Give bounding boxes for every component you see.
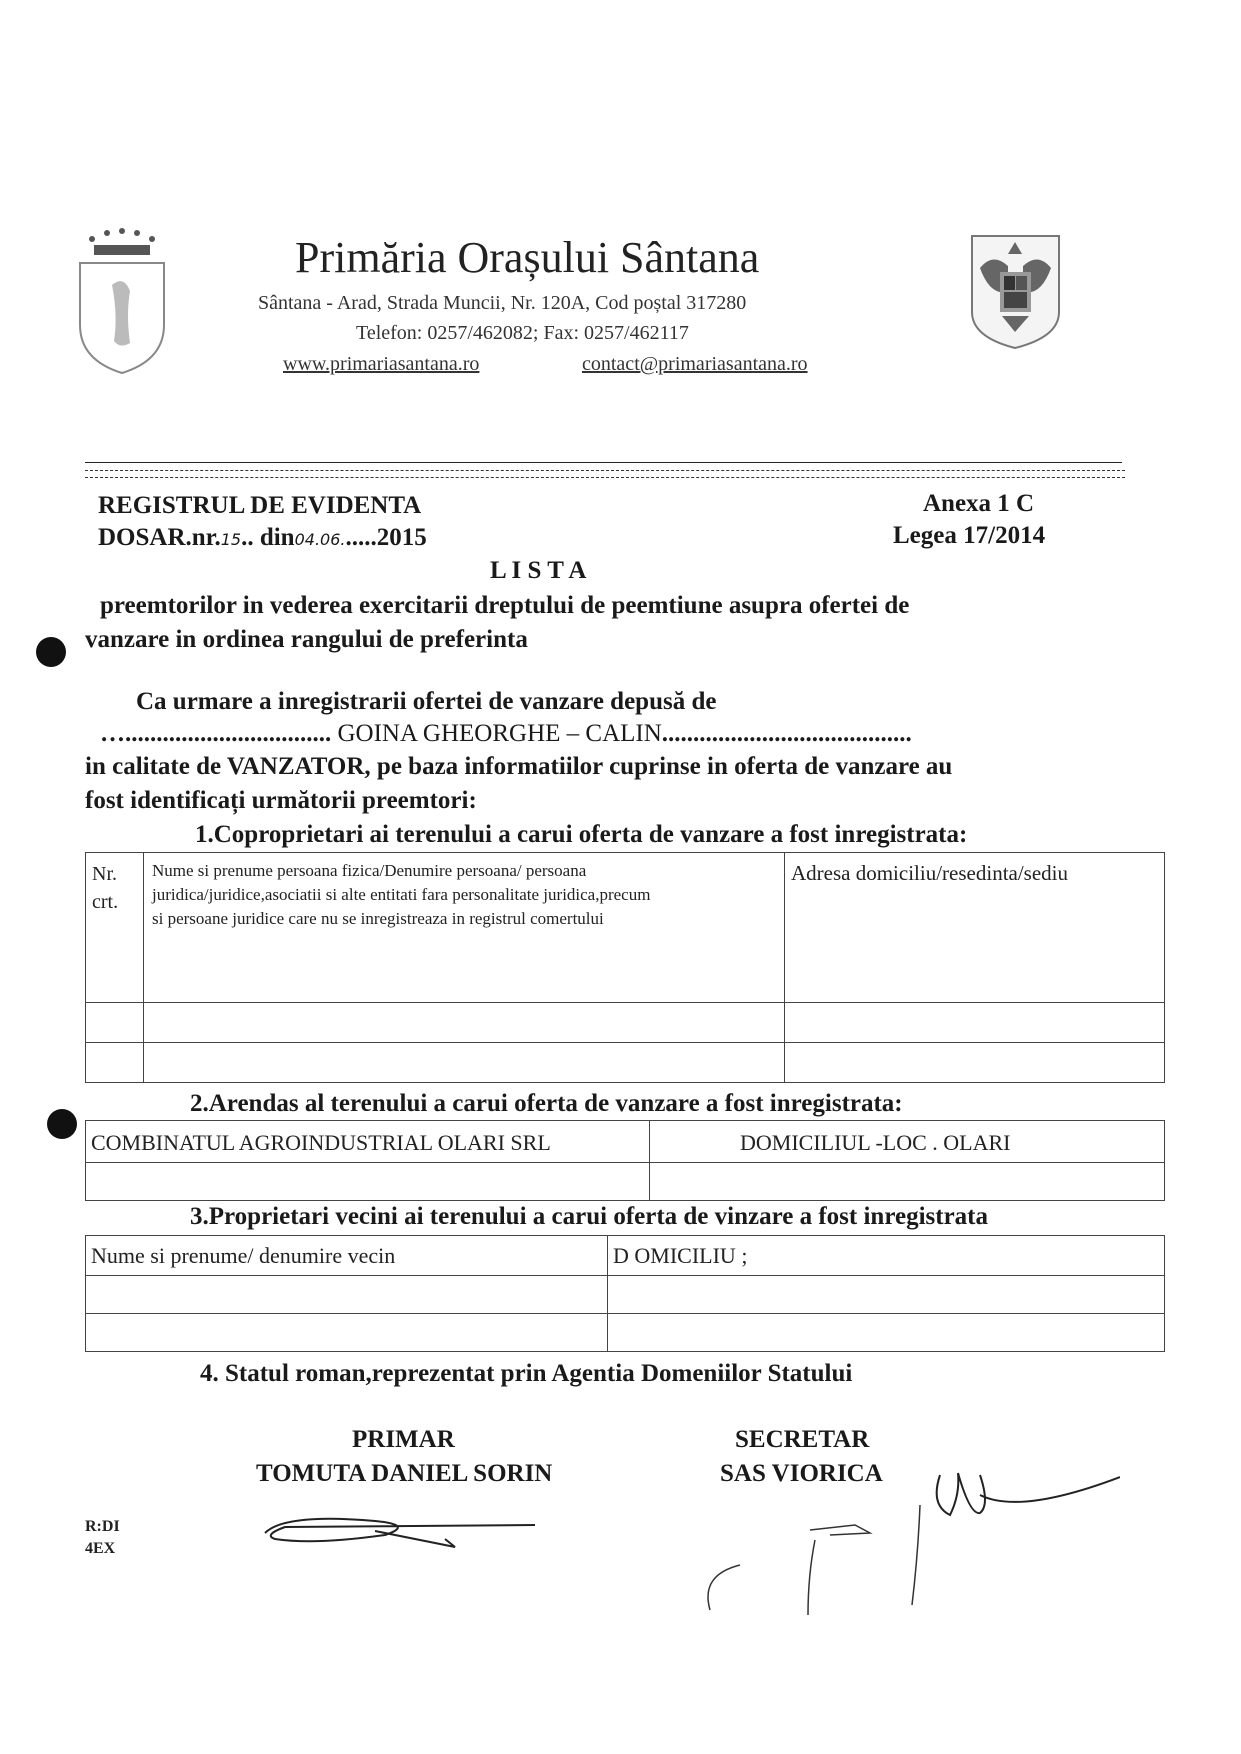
co-owners-table <box>85 852 1165 1083</box>
town-coat-of-arms-logo <box>72 225 172 375</box>
section-2-title: 2.Arendas al terenului a carui oferta de vanzare a fost inregistrata: <box>190 1090 903 1117</box>
neighbours-table <box>85 1235 1165 1352</box>
table-row <box>86 1314 1165 1352</box>
intro-line-2: vanzare in ordinea rangului de preferinta <box>85 626 528 653</box>
mayor-signature <box>255 1505 555 1565</box>
reference-2: 4EX <box>85 1540 116 1557</box>
tenant-table <box>85 1120 1165 1201</box>
punch-hole <box>47 1109 77 1139</box>
table-header-nr: Nr. crt. <box>86 853 144 1003</box>
seller-name: GOINA GHEORGHE – CALIN <box>337 720 662 747</box>
mayor-title: PRIMAR <box>352 1426 455 1453</box>
dosar-date: 04.06. <box>294 530 346 549</box>
offer-line-4: fost identificați următorii preemtori: <box>85 787 477 814</box>
tenant-name: COMBINATUL AGROINDUSTRIAL OLARI SRL <box>91 1130 551 1155</box>
table-row <box>86 1163 1165 1201</box>
secretary-title: SECRETAR <box>735 1426 870 1453</box>
table-header-address: Adresa domiciliu/resedinta/sediu <box>785 853 1165 1003</box>
section-4-title: 4. Statul roman,reprezentat prin Agentia Domeniilor Statului <box>200 1360 853 1387</box>
dosar-line: DOSAR.nr.15.. din04.06......2015 <box>98 524 427 551</box>
neighbour-name-header: Nume si prenume/ denumire vecin <box>91 1243 396 1268</box>
secretary-signature <box>680 1455 1120 1615</box>
address-line: Sântana - Arad, Strada Muncii, Nr. 120A, Cod poștal 317280 <box>258 292 747 314</box>
table-row <box>86 1003 1165 1043</box>
section-1-title: 1.Coproprietari ai terenului a carui oferta de vanzare a fost inregistrata: <box>195 821 968 848</box>
phone-line: Telefon: 0257/462082; Fax: 0257/462117 <box>356 322 689 344</box>
national-coat-of-arms-logo <box>968 232 1063 350</box>
neighbour-address-header: D OMICILIU ; <box>613 1243 748 1268</box>
list-title: L I S T A <box>490 557 587 584</box>
offer-seller-line: …................................. GOINA GHEORGHE – CALIN........................................ <box>100 720 912 747</box>
offer-line-3: in calitate de VANZATOR, pe baza informatiilor cuprinse in oferta de vanzare au <box>85 753 953 780</box>
intro-line-1: preemtorilor in vederea exercitarii dreptului de peemtiune asupra ofertei de <box>100 592 910 619</box>
email-link[interactable]: contact@primariasantana.ro <box>582 353 808 375</box>
offer-line-1: Ca urmare a inregistrarii ofertei de vanzare depusă de <box>136 688 717 715</box>
register-label: REGISTRUL DE EVIDENTA <box>98 492 422 519</box>
table-row <box>86 1276 1165 1314</box>
table-row <box>86 1043 1165 1083</box>
table-row <box>86 1121 1165 1163</box>
tenant-address: DOMICILIUL -LOC . OLARI <box>740 1130 1011 1155</box>
header-separator-1 <box>85 462 1122 463</box>
mayor-name: TOMUTA DANIEL SORIN <box>256 1460 553 1487</box>
anexa-label: Anexa 1 C <box>923 490 1035 517</box>
law-label: Legea 17/2014 <box>893 522 1046 549</box>
header-separator-3 <box>85 477 1125 478</box>
section-3-title: 3.Proprietari vecini ai terenului a carui oferta de vinzare a fost inregistrata <box>190 1203 988 1230</box>
punch-hole <box>36 637 66 667</box>
table-row <box>86 1236 1165 1276</box>
secretary-name: SAS VIORICA <box>720 1460 883 1487</box>
header-separator-2 <box>85 470 1125 471</box>
dosar-number: 15 <box>220 530 242 549</box>
table-header-name: Nume si prenume persoana fizica/Denumire persoana/ persoana juridica/juridice,asociatii si alte entitati fara personalitate juridica,precum si persoane juridice care nu se inregistreaza in registrul comertului <box>144 853 785 1003</box>
reference-1: R:DI <box>85 1518 120 1535</box>
city-hall-title: Primăria Orașului Sântana <box>295 233 760 282</box>
website-link[interactable]: www.primariasantana.ro <box>283 353 480 375</box>
